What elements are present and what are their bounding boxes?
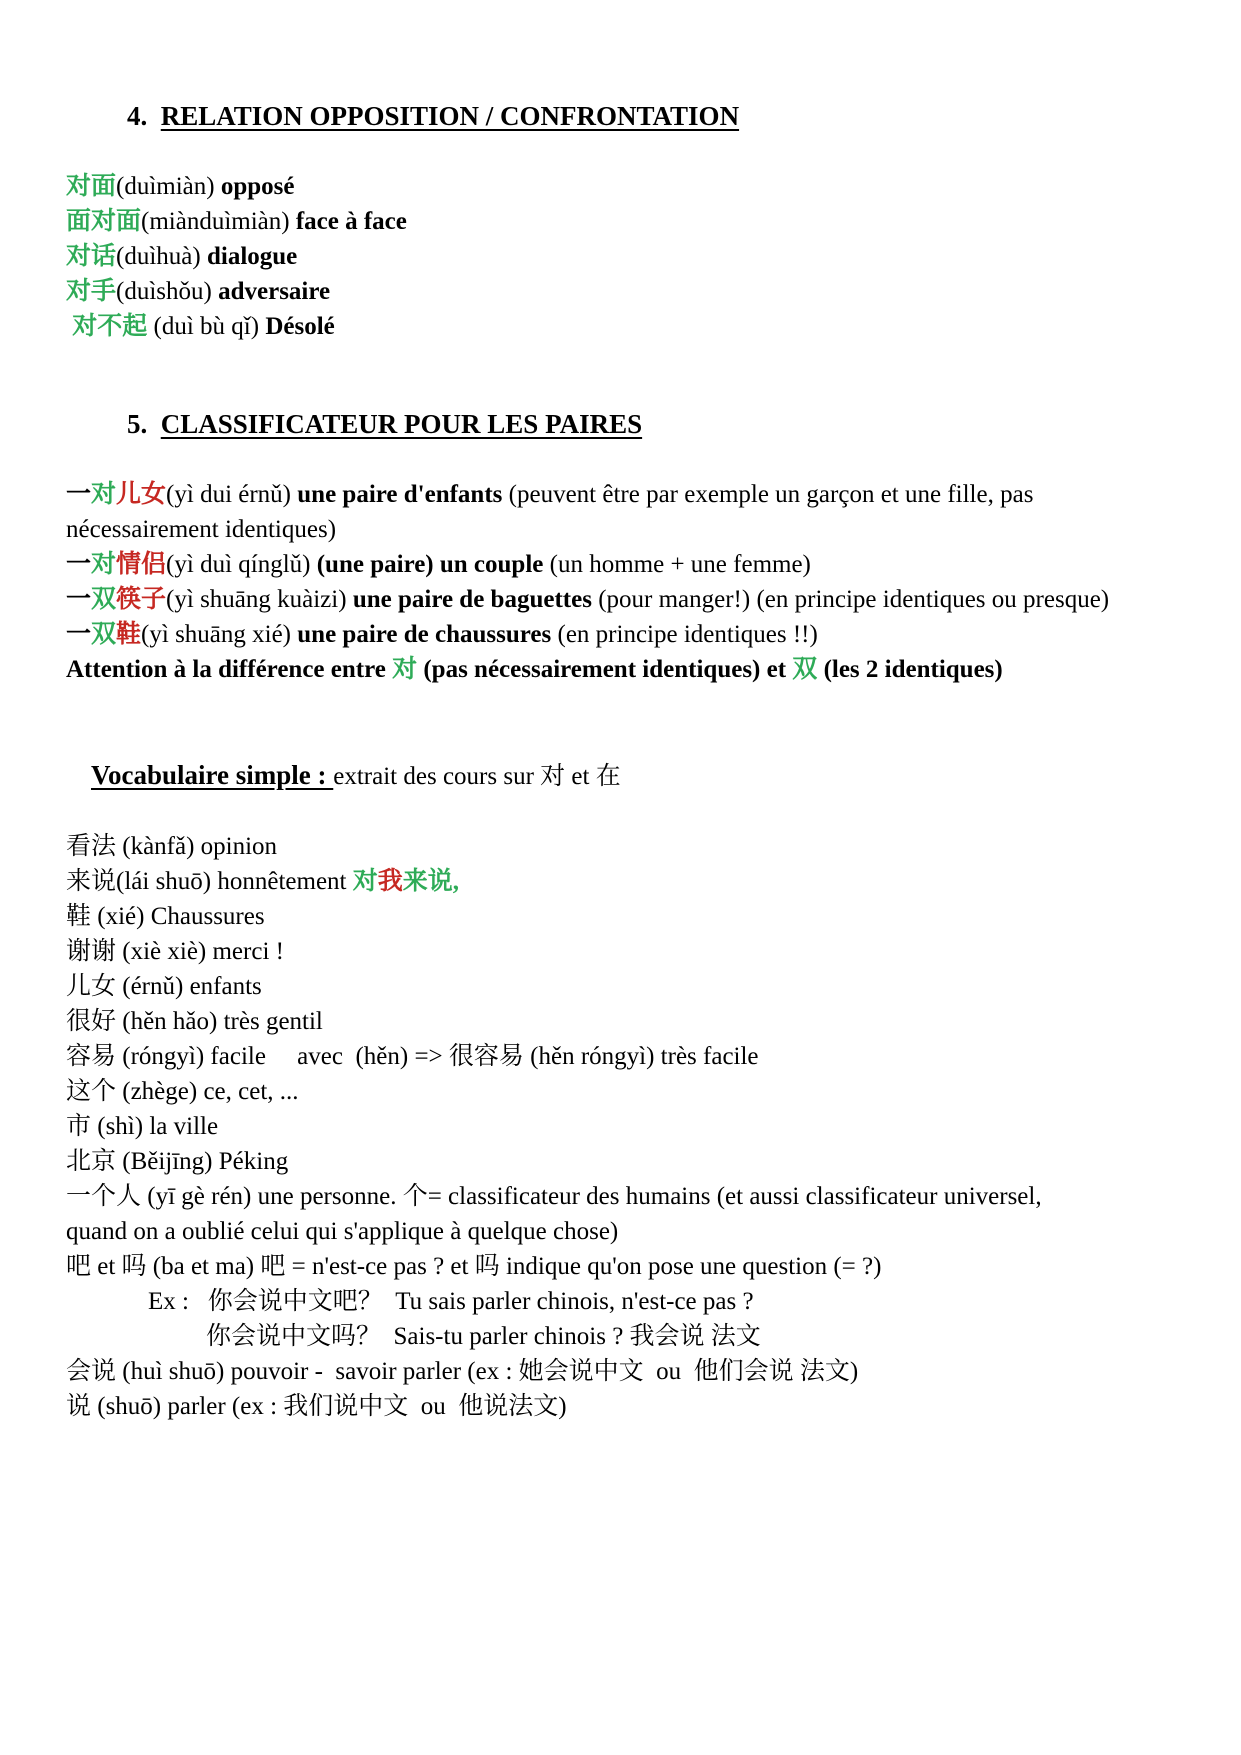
section-4-heading — [66, 64, 1171, 169]
section-5-entries — [66, 477, 1171, 687]
text-segment: une paire de chaussures — [297, 621, 558, 648]
vocab-huishuo — [66, 1354, 1171, 1389]
vocab-ba-ma — [66, 1249, 1171, 1284]
text-segment: 这个 (zhège) ce, cet, ... — [66, 1078, 299, 1105]
text-segment: (duìhuà) — [116, 243, 207, 270]
text-segment: 对 — [91, 481, 117, 508]
section-5-number: 5. — [127, 409, 161, 439]
text-segment: 鞋 (xié) Chaussures — [66, 903, 265, 930]
text-segment: 市 (shì) la ville — [66, 1113, 219, 1140]
text-segment: une paire de baguettes — [352, 586, 599, 613]
entry-duishou — [66, 274, 1171, 309]
text-segment: (un homme + une femme) — [549, 551, 811, 578]
text-segment: 对手 — [66, 278, 117, 305]
text-segment: 对 — [392, 656, 418, 683]
vocab-laishuo — [66, 864, 1171, 899]
vocab-example-ma — [66, 1319, 1171, 1354]
text-segment: 筷子 — [116, 586, 167, 613]
text-segment: 容易 (róngyì) facile avec (hěn) => 很容易 (hěn róngyì) très facile — [66, 1043, 759, 1070]
vocab-beijing — [66, 1144, 1171, 1179]
text-segment: 一 — [66, 551, 92, 578]
text-segment: 双 — [91, 586, 117, 613]
text-segment: 对不起 — [72, 313, 148, 340]
text-segment: 会说 (huì shuō) pouvoir - savoir parler (ex : 她会说中文 ou 他们会说 法文) — [66, 1358, 859, 1385]
text-segment: 鞋 — [116, 621, 142, 648]
text-segment: 北京 (Běijīng) Péking — [66, 1148, 289, 1175]
text-segment: 对 — [352, 868, 378, 895]
vocab-example-ba — [66, 1284, 1171, 1319]
text-segment: (peuvent être par exemple un garçon et une fille, pas — [508, 481, 1034, 508]
section-4-number: 4. — [127, 101, 161, 131]
text-segment: opposé — [220, 173, 295, 200]
text-segment: 来说, — [402, 868, 460, 895]
text-segment: (duìmiàn) — [116, 173, 221, 200]
text-segment: (yì shuāng xié) — [141, 621, 298, 648]
text-segment: 你会说中文吗？ Sais-tu parler chinois ? 我会说 法文 — [206, 1323, 761, 1350]
vocab-zhege — [66, 1074, 1171, 1109]
vocab-ernu — [66, 969, 1171, 1004]
entry-yishuang-xie — [66, 617, 1171, 652]
vocab-shi — [66, 1109, 1171, 1144]
vocab-rongyi — [66, 1039, 1171, 1074]
text-segment: (duìshǒu) — [116, 278, 219, 305]
vocab-heading-suffix: extrait des cours sur 对 et 在 — [333, 763, 621, 790]
vocab-heading — [66, 723, 1171, 829]
text-segment: 面对面 — [66, 208, 142, 235]
entry-yidui-qinglu — [66, 547, 1171, 582]
vocab-entries — [66, 829, 1171, 1424]
text-segment: 对面 — [66, 173, 117, 200]
text-segment: (les 2 identiques) — [817, 656, 1003, 683]
text-segment: (miànduìmiàn) — [141, 208, 296, 235]
text-segment: 一 — [66, 621, 92, 648]
text-segment: nécessairement identiques) — [66, 516, 337, 543]
text-segment: Ex : 你会说中文吧？ Tu sais parler chinois, n'est-ce pas ? — [148, 1288, 754, 1315]
text-segment: (yì dui érnǔ) — [166, 481, 298, 508]
entry-yidui-ernu — [66, 477, 1171, 512]
text-segment: 对 — [91, 551, 117, 578]
text-segment: 一 — [66, 481, 92, 508]
text-segment: 双 — [91, 621, 117, 648]
text-segment: 来说(lái shuō) honnêtement — [66, 868, 353, 895]
text-segment: adversaire — [218, 278, 331, 305]
section-4-title: RELATION OPPOSITION / CONFRONTATION — [160, 101, 740, 131]
text-segment: Attention à la différence entre — [66, 656, 393, 683]
text-segment: dialogue — [206, 243, 298, 270]
entry-duimian — [66, 169, 1171, 204]
text-segment: 谢谢 (xiè xiè) merci ! — [66, 938, 284, 965]
entry-mianduimian — [66, 204, 1171, 239]
text-segment: 双 — [792, 656, 818, 683]
text-segment: 很好 (hěn hǎo) très gentil — [66, 1008, 323, 1035]
text-segment: 对话 — [66, 243, 117, 270]
text-segment: 一 — [66, 586, 92, 613]
vocab-shuo — [66, 1389, 1171, 1424]
section-5-title: CLASSIFICATEUR POUR LES PAIRES — [160, 409, 643, 439]
entry-duibuqi — [66, 309, 1171, 344]
vocab-henhao — [66, 1004, 1171, 1039]
vocab-yigeren-wrap — [66, 1214, 1171, 1249]
text-segment: Désolé — [265, 313, 335, 340]
vocab-heading-title: Vocabulaire simple : — [91, 760, 334, 790]
text-segment: quand on a oublié celui qui s'applique à quelque chose) — [66, 1218, 619, 1245]
text-segment: 一个人 (yī gè rén) une personne. 个= classificateur des humains (et aussi classificateur universel, — [66, 1183, 1042, 1210]
vocab-yigeren — [66, 1179, 1171, 1214]
text-segment: 看法 (kànfǎ) opinion — [66, 833, 278, 860]
text-segment: (une paire) un couple — [316, 551, 550, 578]
entry-yidui-ernu-wrap — [66, 512, 1171, 547]
text-segment: 吧 et 吗 (ba et ma) 吧 = n'est-ce pas ? et 吗 indique qu'on pose une question (= ?) — [66, 1253, 882, 1280]
entry-duihua — [66, 239, 1171, 274]
text-segment: face à face — [295, 208, 407, 235]
text-segment: 儿女 (érnǔ) enfants — [66, 973, 262, 1000]
vocab-xie — [66, 899, 1171, 934]
section-4-entries — [66, 169, 1171, 344]
section-5-heading — [66, 372, 1171, 477]
entry-yishuang-kuaizi — [66, 582, 1171, 617]
text-segment: (en principe identiques !!) — [557, 621, 818, 648]
attention-note — [66, 652, 1171, 687]
text-segment: une paire d'enfants — [297, 481, 509, 508]
text-segment: 儿女 — [116, 481, 167, 508]
text-segment: (yì shuāng kuàizi) — [166, 586, 353, 613]
text-segment: 说 (shuō) parler (ex : 我们说中文 ou 他说法文) — [66, 1393, 567, 1420]
vocab-xiexie — [66, 934, 1171, 969]
text-segment: (pas nécessairement identiques) et — [417, 656, 793, 683]
text-segment: 我 — [377, 868, 403, 895]
text-segment: (duì bù qǐ) — [147, 313, 266, 340]
text-segment: 情侣 — [116, 551, 167, 578]
vocab-kanfa — [66, 829, 1171, 864]
text-segment: (yì duì qínglǔ) — [166, 551, 317, 578]
text-segment: (pour manger!) (en principe identiques ou presque) — [598, 586, 1110, 613]
